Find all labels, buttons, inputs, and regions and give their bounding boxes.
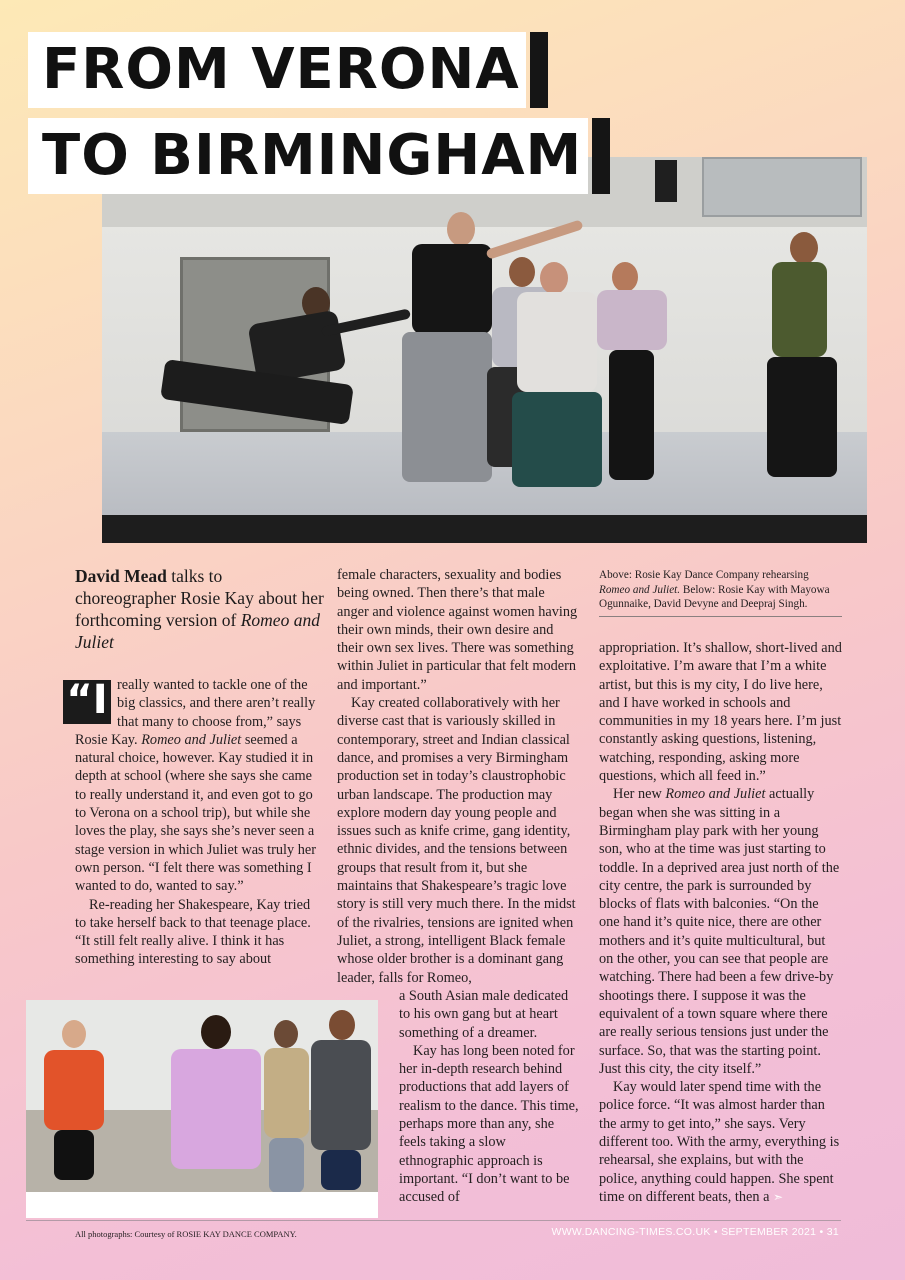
paragraph-7: [599, 785, 842, 1078]
standfirst-text: talks to choreographer Rosie Kay about her forthcoming version of: [75, 566, 324, 630]
standfirst: [75, 565, 325, 653]
photo-speaker: [655, 160, 677, 202]
headline-line-2: [28, 118, 588, 194]
body-column-3: [599, 639, 842, 1206]
standfirst-title: Romeo and Juliet: [75, 610, 320, 652]
drop-cap: “I: [63, 680, 111, 724]
author-name: David Mead: [75, 566, 167, 586]
body-column-1: [66, 676, 320, 969]
small-photo-white-band: [26, 1192, 378, 1218]
caption-part-1: Above: Rosie Kay Dance Company rehearsing: [599, 569, 809, 581]
headline-bar-1: [530, 32, 548, 108]
paragraph-7-text-a: Her new: [613, 786, 666, 803]
continue-arrow-icon: ➣: [773, 1189, 784, 1204]
body-column-2: [337, 566, 580, 987]
small-photo-rosie-kay: [26, 1000, 378, 1218]
paragraph-6: appropriation. It’s shallow, short-lived and exploitative. I’m aware that I’m a white artist, but this is my city, I do live here, and I have worked in schools and communities in my 18 years here. I’m just constantly asking questions, listening, watching, responding, asking more questions, which all feed in.”: [599, 640, 842, 785]
caption-part-2: Below: Rosie Kay with Mayowa Ogunnaike, David Devyne and Deepraj Singh.: [599, 583, 830, 611]
headline-text-2: TO BIRMINGHAM: [42, 123, 583, 188]
body-column-2-narrow: [399, 987, 579, 1207]
paragraph-1-title: Romeo and Juliet: [141, 731, 242, 748]
headline-bar-2: [592, 118, 610, 194]
photo-base-band: [102, 515, 867, 543]
headline-line-1: [28, 32, 526, 108]
headline-text-1: FROM VERONA: [42, 37, 520, 102]
footer-rule: [26, 1220, 841, 1221]
paragraph-8: [599, 1078, 842, 1206]
paragraph-4: Kay created collaboratively with her diverse cast that is variously skilled in contemporary, street and Indian classical dance, and promises a very Birmingham production set in today’s claustrophobic urban landscape. The production may explore modern day young people and issues such as knife crime, gang identity, ethnic divides, and the tensions between groups that result from it, but she maintains that Shakespeare’s tragic love story is still very much there. In the midst of the rivalries, tensions are ignited when Juliet, a strong, intelligent Black female whose older brother is a dominant gang leader, falls for Romeo,: [337, 695, 576, 986]
photo-caption: [599, 568, 842, 617]
paragraph-1-text-a: really wanted to tackle one of the big classics, and there aren’t really that many to choose from,” says Rosie Kay.: [75, 677, 316, 748]
photo-credit: All photographs: Courtesy of ROSIE KAY DANCE COMPANY.: [75, 1229, 297, 1239]
footer-folio: WWW.DANCING-TIMES.CO.UK • SEPTEMBER 2021 • 31: [551, 1226, 839, 1238]
paragraph-4-continued: a South Asian male dedicated to his own gang but at heart something of a dreamer.: [399, 988, 569, 1041]
paragraph-5: Kay has long been noted for her in-depth research behind productions that add layers of realism to the dance. This time, perhaps more than any, she feels taking a slow ethnographic approach is important. “I don’t want to be accused of: [399, 1042, 579, 1206]
paragraph-1-text-b: seemed a natural choice, however. Kay studied it in depth at school (where she says she came to really understand it, and even got to go to Verona on a school trip), but while she loves the play, she says she’s never seen a stage version in which Juliet was truly her own person. “I felt there was something I wanted to do, wanted to say.”: [75, 731, 317, 895]
paragraph-8-text: Kay would later spend time with the police force. “It was almost harder than the army to get into,” she says. Very different too. With the army, everything is rehearsal, she explains, but with the police, anything could happen. She spent time on different beats, then a: [599, 1079, 840, 1205]
main-photo-rehearsal: [102, 157, 867, 543]
paragraph-7-text-b: actually began when she was sitting in a Birmingham play park with her young son, who at the time was just starting to toddle. In a deprived area just north of the city centre, the park is surrounded by blocks of flats with balconies. “On the one hand it’s quite nice, there are other mothers and it’s quite multicultural, but on the other, you can see that people are watching. There had been a few drive-by shootings there. I suppose it was the equivalent of a town square where there are really serious tensions just under the surface. So, that was the starting point. Just this city, the city itself.”: [599, 786, 840, 1077]
paragraph-3: female characters, sexuality and bodies being owned. Then there’s that male anger and violence against women having their own minds, their own desire and their own sex lives. There was something within Juliet in particular that felt modern and important.”: [337, 567, 578, 693]
paragraph-2: Re-reading her Shakespeare, Kay tried to take herself back to that teenage place. “It still felt really alive. I think it has something interesting to say about: [75, 896, 311, 968]
photo-window: [702, 157, 862, 217]
caption-title: Romeo and Juliet.: [599, 583, 681, 596]
paragraph-7-title: Romeo and Juliet: [665, 786, 766, 803]
paragraph-1: [66, 676, 320, 896]
